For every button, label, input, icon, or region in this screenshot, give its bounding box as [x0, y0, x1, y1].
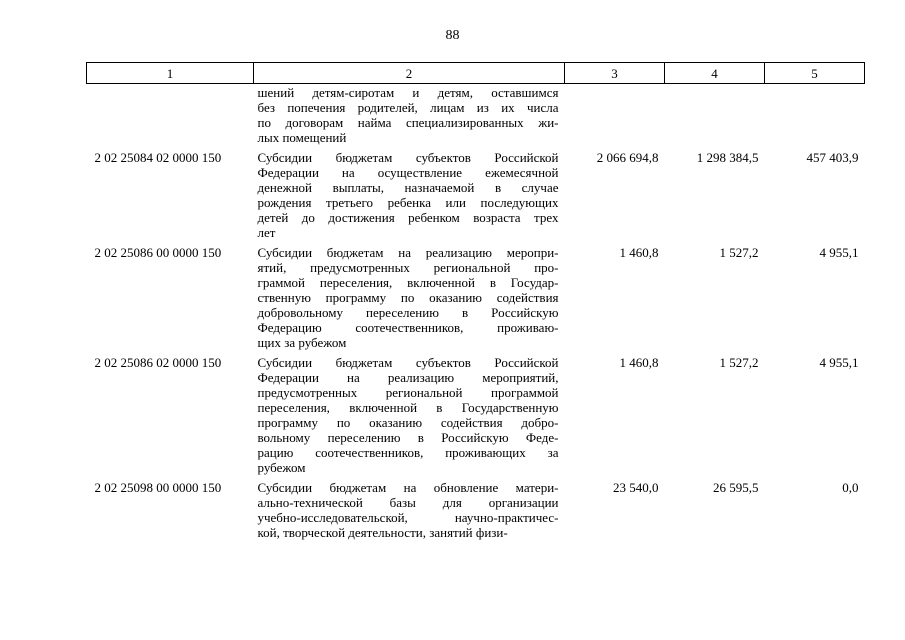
row-name-line: детей до достижения ребенком возраста трех [257, 210, 559, 225]
table-row [87, 350, 865, 475]
row-code: 2 02 25086 02 0000 150 [94, 355, 222, 370]
table-body [87, 84, 865, 541]
row-name-line: Федерации на реализацию мероприятий, [257, 370, 559, 385]
row-name [254, 240, 565, 350]
row-name-line: ственную программу по оказанию содействия [257, 290, 559, 305]
row-name-line: переселения, включенной в Государственную [257, 400, 559, 415]
table-row [87, 475, 865, 540]
header-col-3: 3 [565, 63, 665, 84]
row-value-3: 0,0 [842, 480, 859, 495]
row-name-line: Субсидии бюджетам на обновление матери- [257, 480, 559, 495]
row-name-line: учебно-исследовательской, научно-практичес- [257, 510, 559, 525]
row-value-3: 4 955,1 [819, 355, 859, 370]
table-row [87, 240, 865, 350]
row-name-line: по договорам найма специализированных жи- [257, 115, 559, 130]
row-name-line: рацию соотечественников, проживающих за [257, 445, 559, 460]
row-name-line: добровольному переселению в Российскую [257, 305, 559, 320]
header-col-2: 2 [254, 63, 565, 84]
row-value-2: 1 527,2 [719, 355, 759, 370]
row-value-3 [765, 84, 865, 146]
row-name-line: шений детям-сиротам и детям, оставшимся [257, 85, 559, 100]
row-value-2: 26 595,5 [713, 480, 759, 495]
row-name-line: щих за рубежом [257, 335, 347, 350]
row-name-line: рождения третьего ребенка или последующих [257, 195, 559, 210]
row-name-line: ально-технической базы для организации [257, 495, 559, 510]
row-code: 2 02 25086 00 0000 150 [94, 245, 222, 260]
row-name-line: Субсидии бюджетам на реализацию меропри- [257, 245, 559, 260]
row-name [254, 350, 565, 475]
row-name-line: рубежом [257, 460, 306, 475]
row-value-1 [565, 84, 665, 146]
row-value-3: 4 955,1 [819, 245, 859, 260]
table-row [87, 145, 865, 240]
row-value-1: 1 460,8 [619, 355, 659, 370]
row-name-line: Субсидии бюджетам субъектов Российской [257, 355, 559, 370]
row-code [87, 84, 254, 146]
row-value-1: 2 066 694,8 [596, 150, 659, 165]
row-name [254, 145, 565, 240]
row-value-3: 457 403,9 [806, 150, 859, 165]
table-header-row [87, 63, 865, 84]
header-col-1: 1 [87, 63, 254, 84]
header-col-5: 5 [765, 63, 865, 84]
row-code: 2 02 25084 02 0000 150 [94, 150, 222, 165]
row-value-1: 1 460,8 [619, 245, 659, 260]
page-number: 88 [445, 28, 460, 43]
row-name-line: граммой переселения, включенной в Государ- [257, 275, 559, 290]
row-name [254, 475, 565, 540]
row-name-line: Субсидии бюджетам субъектов Российской [257, 150, 559, 165]
row-name-line: вольному переселению в Российскую Феде- [257, 430, 559, 445]
header-col-4: 4 [665, 63, 765, 84]
row-name-line: Федерации на осуществление ежемесячной [257, 165, 559, 180]
row-code: 2 02 25098 00 0000 150 [94, 480, 222, 495]
row-name-line: Федерацию соотечественников, проживаю- [257, 320, 559, 335]
row-value-2: 1 298 384,5 [696, 150, 759, 165]
row-value-2: 1 527,2 [719, 245, 759, 260]
row-name-line: предусмотренных региональной программой [257, 385, 559, 400]
row-value-2 [665, 84, 765, 146]
row-name-line: программу по оказанию содействия добро- [257, 415, 559, 430]
row-name-line: лых помещений [257, 130, 347, 145]
row-name [254, 84, 565, 146]
row-name-line: без попечения родителей, лицам из их числа [257, 100, 559, 115]
row-name-line: кой, творческой деятельности, занятий физи- [257, 525, 508, 540]
row-name-line: ятий, предусмотренных региональной про- [257, 260, 559, 275]
row-name-line: лет [257, 225, 276, 240]
budget-table [86, 62, 865, 540]
row-name-line: денежной выплаты, назначаемой в случае [257, 180, 559, 195]
row-value-1: 23 540,0 [613, 480, 659, 495]
table-row [87, 84, 865, 146]
